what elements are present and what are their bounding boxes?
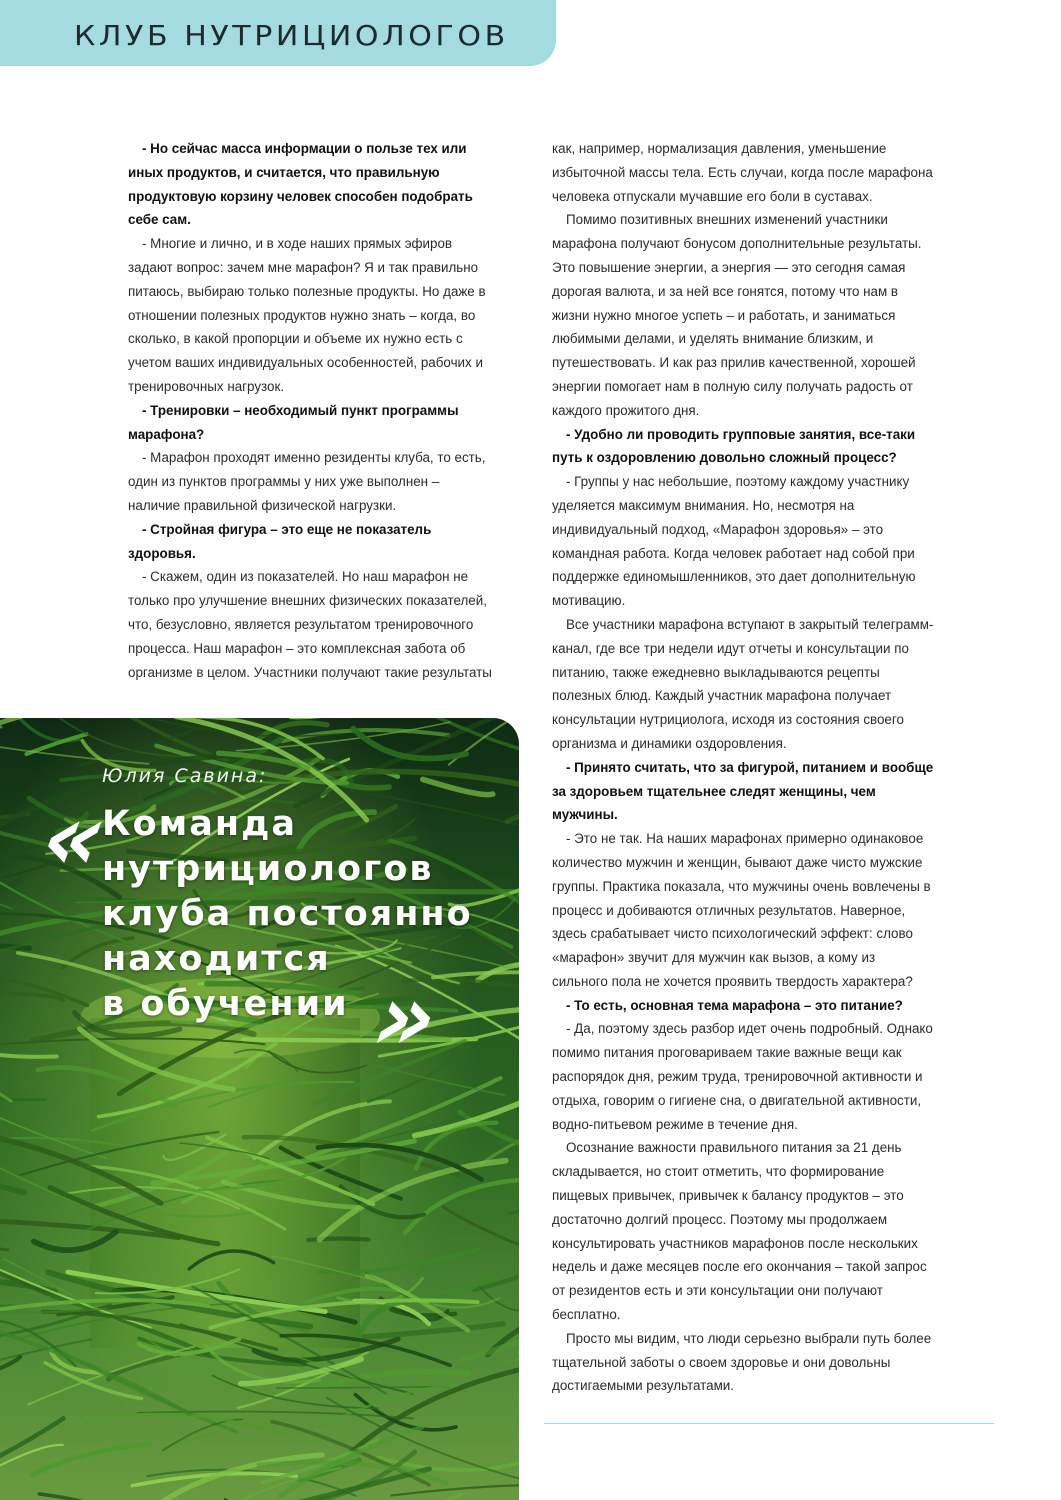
pull-quote xyxy=(102,802,502,1027)
interview-answer: - Скажем, один из показателей. Но наш марафон не только про улучшение внешних физических показателей, что, безусловно, является результатом тренировочного процесса. Наш марафон – это комплексная забота об организме в целом. Участники получают такие результаты xyxy=(128,569,492,680)
pull-quote-line: Команда xyxy=(102,804,297,844)
pull-quote-line: в обучении xyxy=(102,984,349,1024)
pull-quote-line: нутрициологов xyxy=(102,849,434,889)
pull-quote-line: находится xyxy=(102,939,331,979)
section-title: КЛУБ НУТРИЦИОЛОГОВ xyxy=(74,20,509,53)
quote-author: Юлия Савина: xyxy=(102,765,268,787)
interview-answer: Осознание важности правильного питания за 21 день складывается, но стоит отметить, что формирование пищевых привычек, привычек к балансу продуктов – это достаточно долгий процесс. Поэтому мы продолжаем консультировать участников марафонов после нескольких недель и даже месяцев после его окончания – такой запрос от резидентов есть и эти консультации они получают бесплатно. xyxy=(552,1140,927,1323)
header-tab xyxy=(0,0,556,66)
interview-answer: - Группы у нас небольшие, поэтому каждому участнику уделяется максимум внимания. Но, несмотря на индивидуальный подход, «Марафон здоровья» – это командная работа. Когда человек работает над собой при поддержке единомышленников, это дает дополнительную мотивацию. xyxy=(552,474,916,609)
interview-answer: - Это не так. На наших марафонах примерно одинаковое количество мужчин и женщин, бывают даже чисто мужские группы. Практика показала, что мужчины очень вовлечены в процесс и добиваются отличных результатов. Наверное, здесь срабатывает чисто психологический эффект: слово «марафон» звучит для мужчин как вызов, а кому из сильного пола не хочется проявить твердость характера? xyxy=(552,831,931,989)
interview-answer: Помимо позитивных внешних изменений участники марафона получают бонусом дополнительные результаты. Это повышение энергии, а энергия — это сегодня самая дорогая валюта, и за ней все гонятся, потому что нам в жизни нужно многое успеть – и работать, и заниматься любимыми делами, и уделять внимание близким, и путешествовать. И как раз прилив качественной, хорошей энергии помогает нам в полную силу получать радость от каждого прожитого дня. xyxy=(552,212,922,418)
interview-answer: - Марафон проходят именно резиденты клуба, то есть, один из пунктов программы у них уже выполнен – наличие правильной физической нагрузки. xyxy=(128,450,486,513)
interview-question: - Тренировки – необходимый пункт программы марафона? xyxy=(128,402,459,442)
interview-question: - То есть, основная тема марафона – это питание? xyxy=(566,997,903,1013)
interview-question: - Но сейчас масса информации о пользе тех или иных продуктов, и считается, что правильную продуктовую корзину человек способен подобрать себе сам. xyxy=(128,141,473,228)
footer-divider xyxy=(544,1423,994,1424)
interview-question: - Принято считать, что за фигурой, питанием и вообще за здоровьем тщательнее следят женщины, чем мужчины. xyxy=(552,759,934,823)
open-quote-mark: « xyxy=(34,784,114,891)
close-quote-mark: » xyxy=(366,964,446,1071)
interview-answer: - Многие и лично, и в ходе наших прямых эфиров задают вопрос: зачем мне марафон? Я и так правильно питаюсь, выбираю только полезные продукты. Но даже в отношении полезных продуктов нужно знать – когда, во сколько, в какой пропорции и объеме их нужно есть с учетом ваших индивидуальных особенностей, рабочих и тренировочных нагрузок. xyxy=(128,236,486,394)
right-text-column xyxy=(552,137,934,1398)
interview-answer: Просто мы видим, что люди серьезно выбрали путь более тщательной заботы о своем здоровье и они довольны достигаемыми результатами. xyxy=(552,1330,932,1394)
interview-answer-continuation: как, например, нормализация давления, уменьшение избыточной массы тела. Есть случаи, когда после марафона человека отпускали мучавшие его боли в суставах. xyxy=(552,141,933,204)
interview-answer: - Да, поэтому здесь разбор идет очень подробный. Однако помимо питания проговариваем такие важные вещи как распорядок дня, режим труда, тренировочной активности и отдыха, говорим о гигиене сна, о двигательной активности, водно-питьевом режиме в течение дня. xyxy=(552,1021,933,1132)
left-text-column xyxy=(128,137,493,684)
interview-question: - Стройная фигура – это еще не показатель здоровья. xyxy=(128,521,432,561)
interview-question: - Удобно ли проводить групповые занятия, все-таки путь к оздоровлению довольно сложный процесс? xyxy=(552,426,916,466)
interview-answer: Все участники марафона вступают в закрытый телеграмм-канал, где все три недели идут отчеты и консультации по питанию, также ежедневно выкладываются рецепты полезных блюд. Каждый участник марафона получает консультации нутрициолога, исходя из состояния своего организма и динамики оздоровления. xyxy=(552,616,934,751)
pull-quote-line: клуба постоянно xyxy=(102,894,473,934)
